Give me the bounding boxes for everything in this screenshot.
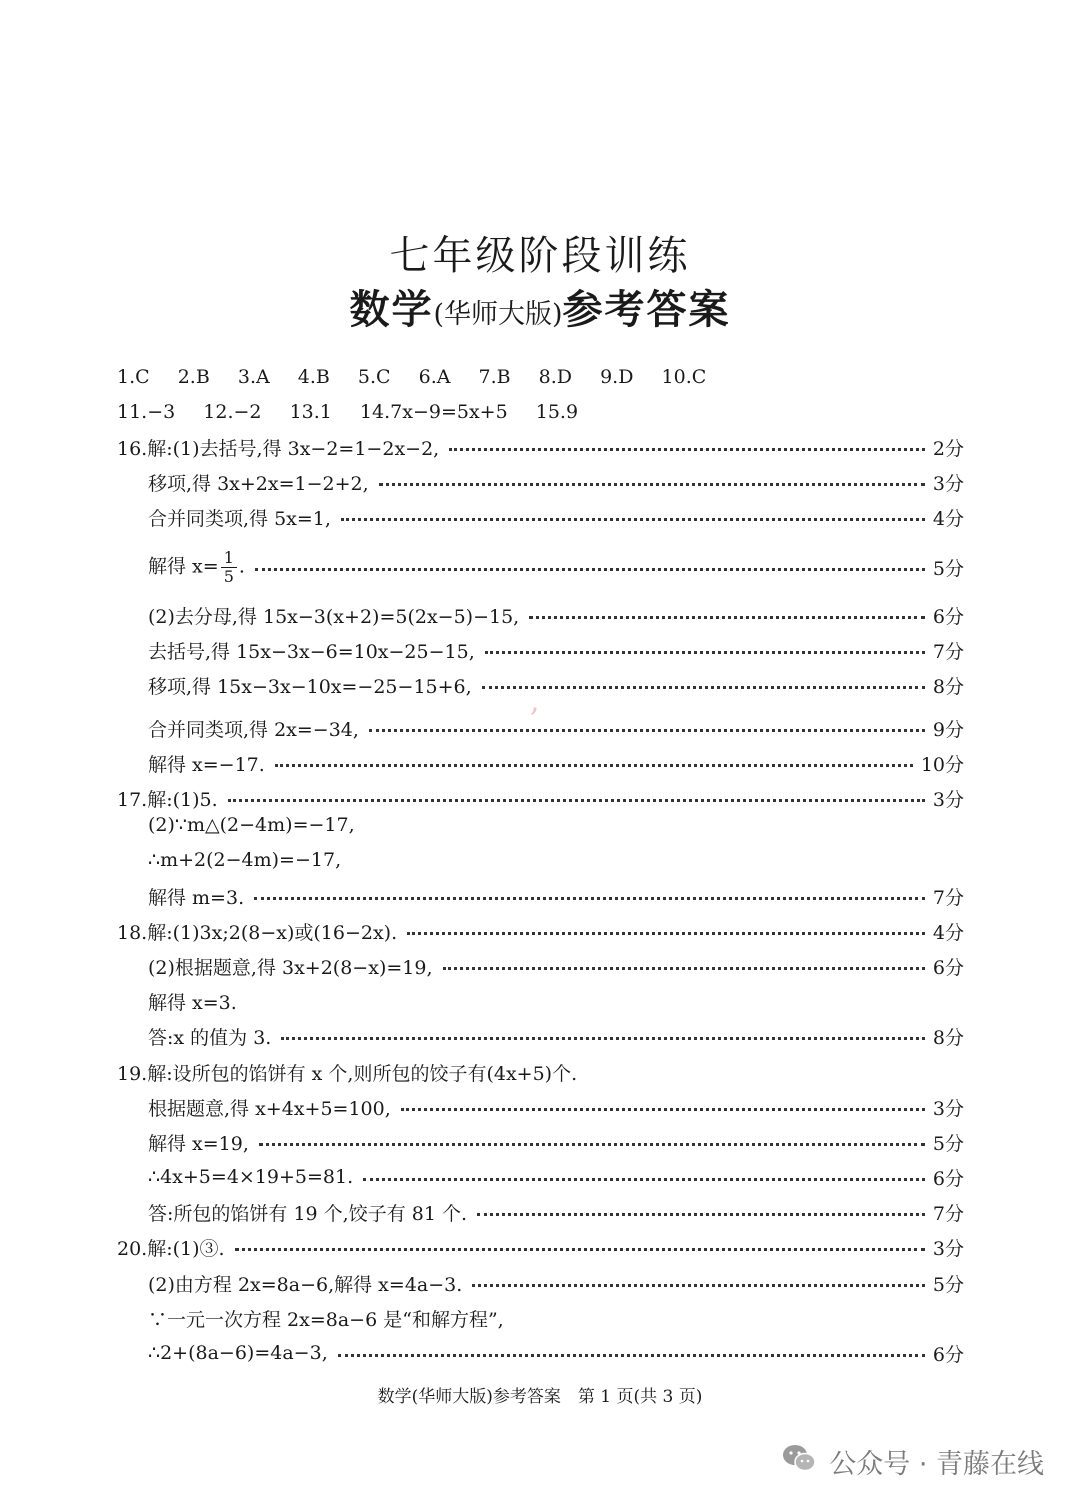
answer-item: 12.−2 [203, 401, 262, 423]
answer-line: 移项,得 15x−3x−10x=−25−15+6, 8分 [148, 670, 964, 700]
answer-line: (2)∵m△(2−4m)=−17, [148, 814, 355, 836]
title-end: 参考答案 [562, 286, 731, 333]
score: 10分 [920, 753, 964, 776]
fraction-numerator: 1 [221, 549, 237, 568]
answer-line: 18.解:(1)3x;2(8−x)或(16−2x). 4分 [117, 916, 964, 946]
score: 6分 [932, 1343, 964, 1366]
score: 8分 [932, 675, 964, 698]
title-line2 [0, 278, 1080, 335]
score: 4分 [932, 507, 964, 530]
watermark [781, 1442, 1044, 1481]
answer-line: ∴m+2(2−4m)=−17, [148, 849, 342, 871]
answer-item: 11.−3 [117, 401, 176, 423]
answer-item: 13.1 [289, 401, 332, 423]
stray-mark-icon: , [530, 684, 540, 719]
wechat-icon [781, 1443, 817, 1480]
page-footer: 数学(华师大版)参考答案 第 1 页(共 3 页) [377, 1387, 703, 1407]
answer-item: 5.C [357, 366, 391, 388]
answer-item: 3.A [237, 366, 270, 388]
score: 5分 [932, 1132, 964, 1155]
answer-line: (2)由方程 2x=8a−6,解得 x=4a−3. 5分 [148, 1268, 964, 1298]
answer-line: 答:所包的馅饼有 19 个,饺子有 81 个. 7分 [148, 1197, 964, 1227]
answer-line: 20.解:(1)③. 3分 [117, 1232, 964, 1262]
answer-line: 答:x 的值为 3. 8分 [148, 1021, 964, 1051]
fill-answers-row [117, 397, 964, 427]
score: 3分 [932, 1237, 964, 1260]
score: 3分 [932, 788, 964, 811]
choice-answers [117, 366, 706, 388]
score: 8分 [932, 1026, 964, 1049]
answer-item: 6.A [418, 366, 451, 388]
answer-line: ∵一元一次方程 2x=8a−6 是“和解方程”, [148, 1308, 504, 1331]
choice-answers-row [117, 362, 964, 392]
answer-item: 4.B [297, 366, 330, 388]
answer-item: 9.D [600, 366, 634, 388]
score: 6分 [932, 1167, 964, 1190]
answer-line: (2)去分母,得 15x−3(x+2)=5(2x−5)−15, 6分 [148, 600, 964, 630]
answer-line: 19.解:设所包的馅饼有 x 个,则所包的饺子有(4x+5)个. [117, 1062, 578, 1085]
score: 2分 [932, 437, 964, 460]
score: 7分 [932, 1202, 964, 1225]
answer-line: 解得 x=19, 5分 [148, 1127, 964, 1157]
answer-line: 17.解:(1)5. 3分 [117, 783, 964, 813]
answer-line: 合并同类项,得 5x=1, 4分 [148, 502, 964, 532]
score: 7分 [932, 886, 964, 909]
fraction-denominator: 5 [223, 566, 234, 586]
answer-line: ∴2+(8a−6)=4a−3, 6分 [148, 1338, 964, 1368]
answer-item: 14.7x−9=5x+5 [359, 401, 508, 423]
answer-item: 2.B [177, 366, 210, 388]
answer-line: 解得 m=3. 7分 [148, 881, 964, 911]
title-line1: 七年级阶段训练 [389, 233, 691, 279]
answer-line: 根据题意,得 x+4x+5=100, 3分 [148, 1092, 964, 1122]
score: 5分 [932, 557, 964, 580]
answer-line: 合并同类项,得 2x=−34, 9分 [148, 713, 964, 743]
answer-line: ∴4x+5=4×19+5=81. 6分 [148, 1162, 964, 1192]
answer-line: (2)根据题意,得 3x+2(8−x)=19, 6分 [148, 951, 964, 981]
answer-line: 16.解:(1)去括号,得 3x−2=1−2x−2, 2分 [117, 432, 964, 462]
title-main: 数学 [349, 286, 434, 333]
score: 7分 [932, 640, 964, 663]
score: 6分 [932, 956, 964, 979]
score: 3分 [932, 1097, 964, 1120]
fraction [221, 549, 237, 586]
score: 4分 [932, 921, 964, 944]
answer-line: 移项,得 3x+2x=1−2+2, 3分 [148, 467, 964, 497]
score: 5分 [932, 1273, 964, 1296]
answer-line: 解得 x=−17. 10分 [148, 748, 964, 778]
score: 6分 [932, 605, 964, 628]
title-edition: (华师大版) [433, 299, 563, 330]
fill-answers [117, 401, 578, 423]
answer-line: 解得 x=3. [148, 991, 237, 1014]
answer-item: 15.9 [535, 401, 579, 423]
answer-item: 8.D [538, 366, 573, 388]
watermark-text: 公众号 · 青藤在线 [829, 1449, 1044, 1480]
score: 9分 [932, 718, 964, 741]
answer-item: 7.B [478, 366, 511, 388]
answer-line: 解得 x= $\frac{1}{5}$ . 5分 [148, 547, 964, 586]
score: 3分 [932, 472, 964, 495]
answer-item: 10.C [661, 366, 707, 388]
answer-line: 去括号,得 15x−3x−6=10x−25−15, 7分 [148, 635, 964, 665]
answer-item: 1.C [117, 366, 150, 388]
